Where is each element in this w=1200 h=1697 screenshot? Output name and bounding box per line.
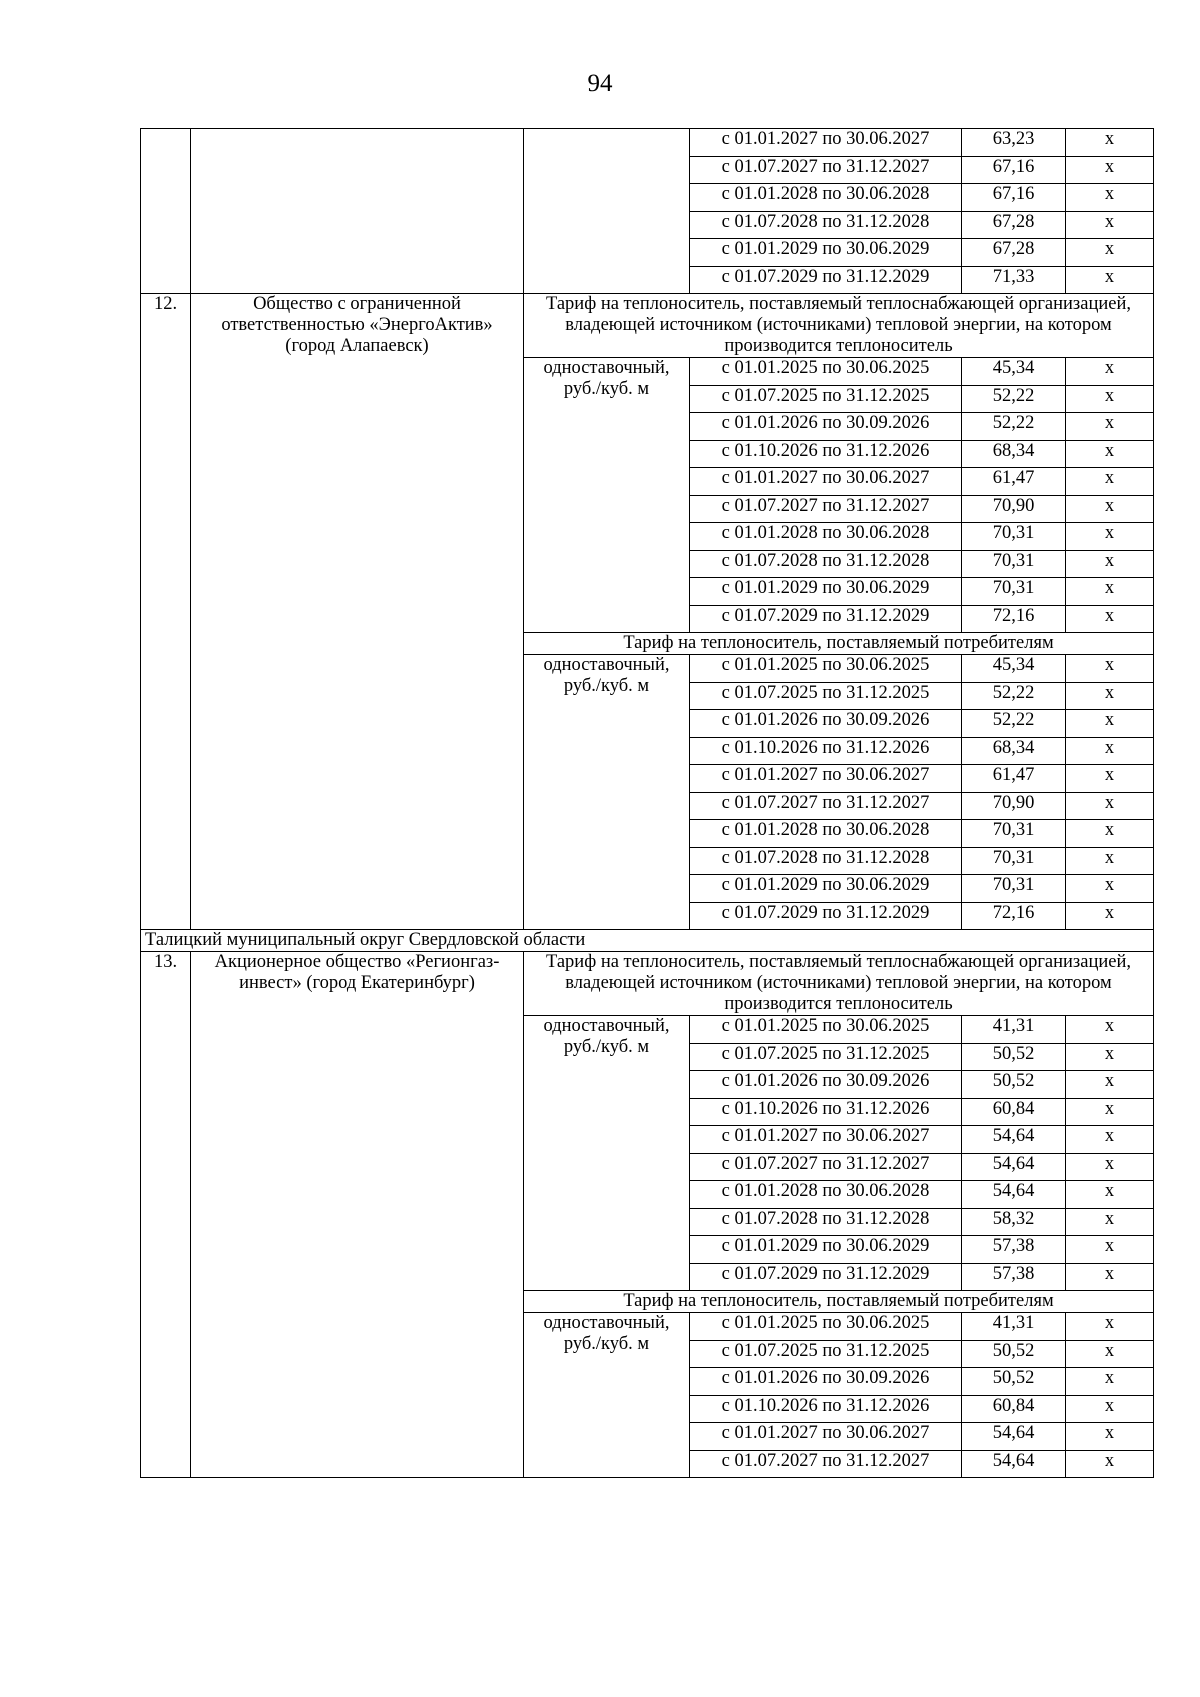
tariff-period: с 01.07.2027 по 31.12.2027	[690, 792, 962, 820]
table-row	[141, 129, 1154, 157]
tariff-value: 54,64	[962, 1181, 1066, 1209]
tariff-value: 60,84	[962, 1098, 1066, 1126]
tariff-period: с 01.07.2029 по 31.12.2029	[690, 266, 962, 294]
tariff-mark: х	[1066, 710, 1154, 738]
tariff-mark: х	[1066, 1153, 1154, 1181]
tariff-mark: х	[1066, 737, 1154, 765]
tariff-period: с 01.01.2025 по 30.06.2025	[690, 1313, 962, 1341]
tariff-mark: х	[1066, 266, 1154, 294]
tariff-period: с 01.01.2029 по 30.06.2029	[690, 1236, 962, 1264]
tariff-mark: х	[1066, 875, 1154, 903]
tariff-value: 67,28	[962, 211, 1066, 239]
number-cell	[141, 129, 191, 294]
tariff-value: 50,52	[962, 1368, 1066, 1396]
tariff-mark: х	[1066, 156, 1154, 184]
tariff-kind: одноставочный, руб./куб. м	[524, 358, 690, 633]
tariff-period: с 01.07.2025 по 31.12.2025	[690, 385, 962, 413]
tariff-period: с 01.01.2027 по 30.06.2027	[690, 129, 962, 157]
tariff-mark: х	[1066, 211, 1154, 239]
tariff-mark: х	[1066, 385, 1154, 413]
tariff-period: с 01.07.2028 по 31.12.2028	[690, 847, 962, 875]
tariff-period: с 01.01.2026 по 30.09.2026	[690, 1368, 962, 1396]
tariff-kind-cell	[524, 129, 690, 294]
tariff-value: 50,52	[962, 1340, 1066, 1368]
tariff-period: с 01.07.2029 по 31.12.2029	[690, 605, 962, 633]
tariff-mark: х	[1066, 847, 1154, 875]
tariff-value: 70,31	[962, 820, 1066, 848]
tariff-mark: х	[1066, 239, 1154, 267]
tariff-mark: х	[1066, 550, 1154, 578]
tariff-period: с 01.07.2025 по 31.12.2025	[690, 1043, 962, 1071]
tariff-table-body	[141, 129, 1154, 1478]
organization-number: 13.	[141, 952, 191, 1478]
organization-cell	[191, 129, 524, 294]
tariff-mark: х	[1066, 468, 1154, 496]
tariff-mark: х	[1066, 655, 1154, 683]
tariff-kind: одноставочный, руб./куб. м	[524, 1016, 690, 1291]
organization-number: 12.	[141, 294, 191, 930]
tariff-period: с 01.01.2029 по 30.06.2029	[690, 239, 962, 267]
tariff-mark: х	[1066, 1236, 1154, 1264]
tariff-value: 61,47	[962, 468, 1066, 496]
tariff-mark: х	[1066, 1098, 1154, 1126]
tariff-period: с 01.01.2028 по 30.06.2028	[690, 820, 962, 848]
tariff-period: с 01.07.2029 по 31.12.2029	[690, 1263, 962, 1291]
tariff-mark: х	[1066, 1368, 1154, 1396]
section-heading-row	[141, 952, 1154, 1016]
tariff-value: 70,31	[962, 523, 1066, 551]
tariff-period: с 01.01.2027 по 30.06.2027	[690, 1423, 962, 1451]
tariff-value: 72,16	[962, 605, 1066, 633]
tariff-value: 70,90	[962, 495, 1066, 523]
tariff-value: 54,64	[962, 1126, 1066, 1154]
tariff-period: с 01.01.2028 по 30.06.2028	[690, 184, 962, 212]
tariff-value: 45,34	[962, 358, 1066, 386]
tariff-mark: х	[1066, 1016, 1154, 1044]
tariff-period: с 01.01.2026 по 30.09.2026	[690, 413, 962, 441]
tariff-period: с 01.01.2026 по 30.09.2026	[690, 1071, 962, 1099]
tariff-period: с 01.07.2027 по 31.12.2027	[690, 1450, 962, 1478]
tariff-mark: х	[1066, 1313, 1154, 1341]
tariff-period: с 01.10.2026 по 31.12.2026	[690, 737, 962, 765]
tariff-mark: х	[1066, 765, 1154, 793]
tariff-period: с 01.01.2027 по 30.06.2027	[690, 765, 962, 793]
tariff-period: с 01.10.2026 по 31.12.2026	[690, 1098, 962, 1126]
tariff-value: 41,31	[962, 1016, 1066, 1044]
tariff-mark: х	[1066, 1450, 1154, 1478]
tariff-mark: х	[1066, 1126, 1154, 1154]
tariff-mark: х	[1066, 1043, 1154, 1071]
tariff-value: 50,52	[962, 1043, 1066, 1071]
tariff-value: 54,64	[962, 1153, 1066, 1181]
tariff-period: с 01.07.2028 по 31.12.2028	[690, 550, 962, 578]
tariff-value: 54,64	[962, 1423, 1066, 1451]
tariff-value: 67,16	[962, 156, 1066, 184]
tariff-value: 52,22	[962, 413, 1066, 441]
tariff-value: 71,33	[962, 266, 1066, 294]
tariff-value: 54,64	[962, 1450, 1066, 1478]
tariff-period: с 01.01.2028 по 30.06.2028	[690, 1181, 962, 1209]
tariff-period: с 01.07.2027 по 31.12.2027	[690, 1153, 962, 1181]
tariff-mark: х	[1066, 1395, 1154, 1423]
tariff-table	[140, 128, 1154, 1478]
tariff-mark: х	[1066, 184, 1154, 212]
tariff-period: с 01.10.2026 по 31.12.2026	[690, 440, 962, 468]
tariff-value: 70,31	[962, 550, 1066, 578]
page-number: 94	[587, 70, 613, 97]
tariff-mark: х	[1066, 440, 1154, 468]
tariff-period: с 01.01.2025 по 30.06.2025	[690, 1016, 962, 1044]
tariff-kind: одноставочный, руб./куб. м	[524, 1313, 690, 1478]
tariff-value: 72,16	[962, 902, 1066, 930]
tariff-value: 70,31	[962, 875, 1066, 903]
section-heading-row	[141, 294, 1154, 358]
region-label: Талицкий муниципальный округ Свердловской области	[141, 930, 1154, 952]
tariff-period: с 01.07.2025 по 31.12.2025	[690, 682, 962, 710]
tariff-mark: х	[1066, 495, 1154, 523]
tariff-value: 52,22	[962, 682, 1066, 710]
tariff-value: 68,34	[962, 737, 1066, 765]
tariff-period: с 01.01.2027 по 30.06.2027	[690, 468, 962, 496]
tariff-period: с 01.01.2028 по 30.06.2028	[690, 523, 962, 551]
tariff-value: 70,31	[962, 578, 1066, 606]
tariff-mark: х	[1066, 358, 1154, 386]
tariff-mark: х	[1066, 1071, 1154, 1099]
tariff-value: 70,31	[962, 847, 1066, 875]
tariff-period: с 01.07.2029 по 31.12.2029	[690, 902, 962, 930]
tariff-period: с 01.01.2027 по 30.06.2027	[690, 1126, 962, 1154]
tariff-mark: х	[1066, 1340, 1154, 1368]
region-row	[141, 930, 1154, 952]
tariff-period: с 01.01.2026 по 30.09.2026	[690, 710, 962, 738]
tariff-value: 67,28	[962, 239, 1066, 267]
tariff-value: 57,38	[962, 1263, 1066, 1291]
tariff-kind: одноставочный, руб./куб. м	[524, 655, 690, 930]
tariff-value: 68,34	[962, 440, 1066, 468]
tariff-mark: х	[1066, 605, 1154, 633]
tariff-period: с 01.07.2028 по 31.12.2028	[690, 211, 962, 239]
tariff-mark: х	[1066, 1423, 1154, 1451]
tariff-value: 41,31	[962, 1313, 1066, 1341]
tariff-value: 52,22	[962, 710, 1066, 738]
tariff-mark: х	[1066, 902, 1154, 930]
tariff-period: с 01.01.2025 по 30.06.2025	[690, 655, 962, 683]
tariff-mark: х	[1066, 129, 1154, 157]
tariff-period: с 01.07.2028 по 31.12.2028	[690, 1208, 962, 1236]
tariff-mark: х	[1066, 523, 1154, 551]
tariff-section-heading: Тариф на теплоноситель, поставляемый потребителям	[524, 633, 1154, 655]
tariff-section-heading: Тариф на теплоноситель, поставляемый теплоснабжающей организацией, владеющей источником (источниками) тепловой энергии, на котором производится теплоноситель	[524, 294, 1154, 358]
tariff-value: 61,47	[962, 765, 1066, 793]
tariff-period: с 01.07.2027 по 31.12.2027	[690, 156, 962, 184]
tariff-value: 50,52	[962, 1071, 1066, 1099]
tariff-mark: х	[1066, 1208, 1154, 1236]
tariff-value: 52,22	[962, 385, 1066, 413]
tariff-value: 70,90	[962, 792, 1066, 820]
tariff-mark: х	[1066, 1181, 1154, 1209]
tariff-mark: х	[1066, 1263, 1154, 1291]
tariff-period: с 01.01.2029 по 30.06.2029	[690, 875, 962, 903]
tariff-period: с 01.01.2029 по 30.06.2029	[690, 578, 962, 606]
tariff-value: 57,38	[962, 1236, 1066, 1264]
tariff-period: с 01.07.2025 по 31.12.2025	[690, 1340, 962, 1368]
tariff-mark: х	[1066, 578, 1154, 606]
tariff-mark: х	[1066, 682, 1154, 710]
tariff-period: с 01.01.2025 по 30.06.2025	[690, 358, 962, 386]
tariff-value: 60,84	[962, 1395, 1066, 1423]
tariff-period: с 01.07.2027 по 31.12.2027	[690, 495, 962, 523]
tariff-section-heading: Тариф на теплоноситель, поставляемый теплоснабжающей организацией, владеющей источником (источниками) тепловой энергии, на котором производится теплоноситель	[524, 952, 1154, 1016]
tariff-value: 67,16	[962, 184, 1066, 212]
tariff-value: 58,32	[962, 1208, 1066, 1236]
organization-name: Общество с ограниченной ответственностью «ЭнергоАктив» (город Алапаевск)	[191, 294, 524, 930]
tariff-value: 45,34	[962, 655, 1066, 683]
tariff-period: с 01.10.2026 по 31.12.2026	[690, 1395, 962, 1423]
tariff-mark: х	[1066, 413, 1154, 441]
organization-name: Акционерное общество «Регионгаз-инвест» (город Екатеринбург)	[191, 952, 524, 1478]
tariff-section-heading: Тариф на теплоноситель, поставляемый потребителям	[524, 1291, 1154, 1313]
tariff-value: 63,23	[962, 129, 1066, 157]
tariff-mark: х	[1066, 792, 1154, 820]
tariff-mark: х	[1066, 820, 1154, 848]
